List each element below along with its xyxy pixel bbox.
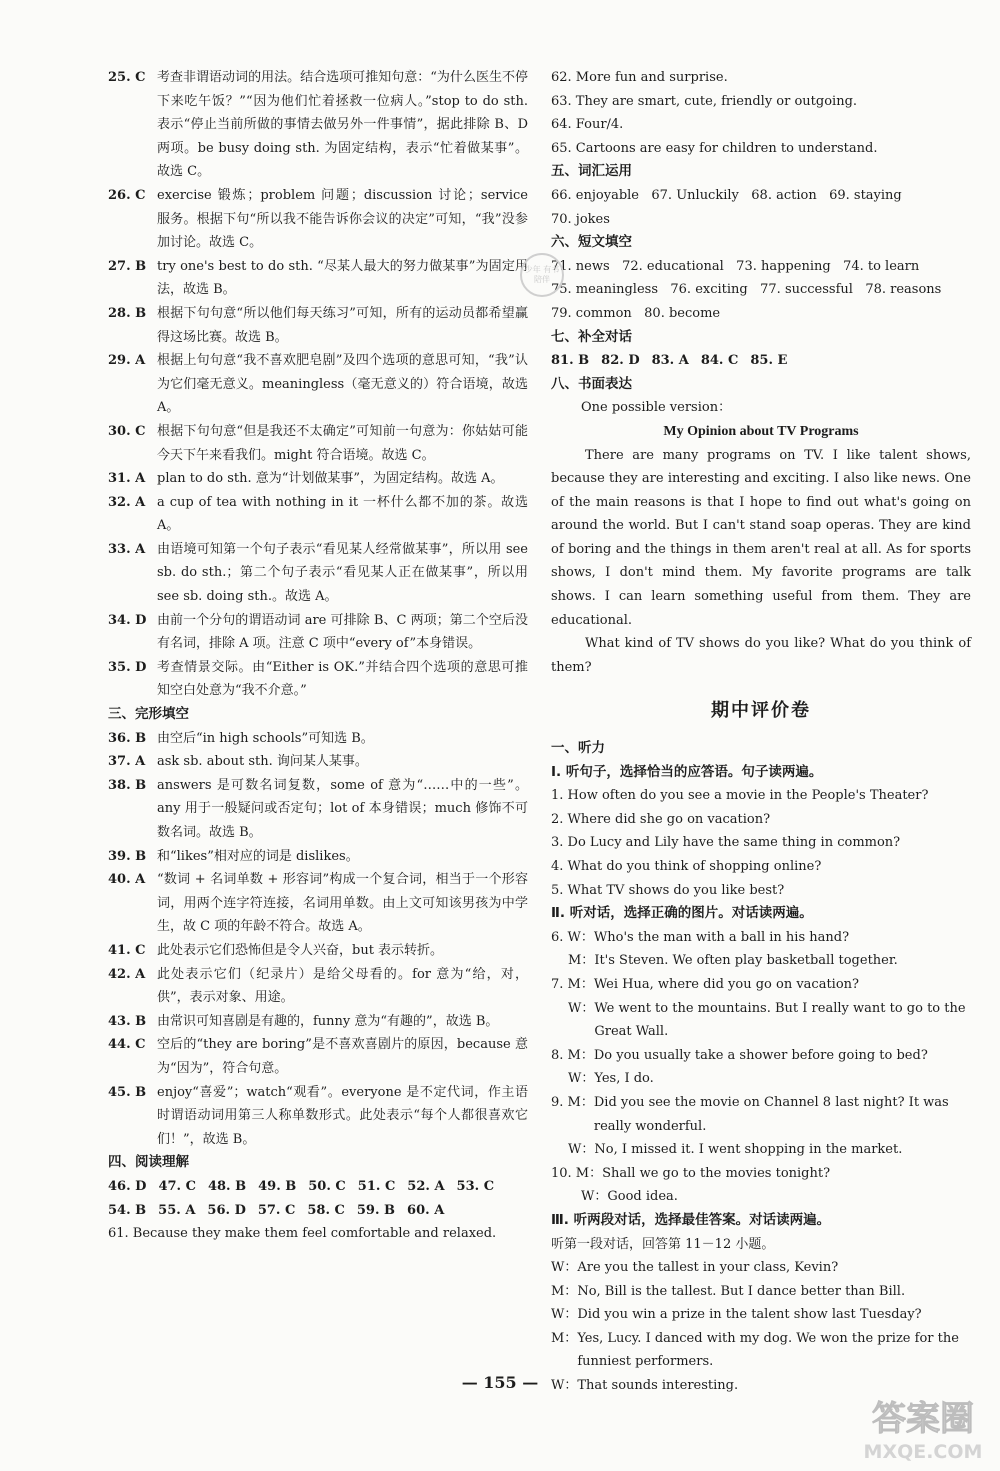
answer-number: 41. C xyxy=(108,942,146,958)
answer-explanation: enjoy“喜爱”；watch“观看”。everyone 是不定代词，作主语时谓语动词用第三人称单数形式。此处表示“每个人都很喜欢它们！”，故选 B。 xyxy=(157,1084,528,1147)
answer-26 xyxy=(108,184,528,255)
section-heading-vocabulary: 五、词汇运用 xyxy=(551,163,632,180)
answer-43 xyxy=(108,1010,528,1034)
answer-explanation: 由常识可知喜剧是有趣的，funny 意为“有趣的”，故选 B。 xyxy=(157,1013,499,1029)
mc-answer: 54. B xyxy=(108,1202,147,1218)
dialogue-line xyxy=(551,1091,971,1138)
listening-item: 5. What TV shows do you like best? xyxy=(551,882,785,898)
speaker: 9. M： xyxy=(551,1094,594,1110)
speaker: 10. M： xyxy=(551,1165,603,1181)
dialogue-line xyxy=(551,1185,971,1209)
answer-explanation: a cup of tea with nothing in it 一杯什么都不加的茶。故选 A。 xyxy=(157,494,528,534)
answer-38 xyxy=(108,774,528,845)
answer-32 xyxy=(108,491,528,538)
utterance: Yes, Lucy. I danced with my dog. We won the prize for the funniest performers. xyxy=(577,1330,959,1370)
mc-answer: 59. B xyxy=(356,1202,396,1218)
mc-answer: 50. C xyxy=(308,1178,346,1194)
utterance: Did you win a prize in the talent show last Tuesday? xyxy=(577,1307,922,1323)
section-heading-dialogue: 七、补全对话 xyxy=(551,328,632,345)
speaker: W： xyxy=(581,1189,608,1205)
section-heading-reading: 四、阅读理解 xyxy=(108,1154,189,1171)
mc-answer: 55. A xyxy=(158,1202,196,1218)
answer-explanation: 此处表示它们恐怖但是令人兴奋，but 表示转折。 xyxy=(157,942,444,958)
answer-30 xyxy=(108,420,528,467)
answer-explanation: “数词 + 名词单数 + 形容词”构成一个复合词，相当于一个形容词，用两个连字符连接，名词用单数。由上文可知该男孩为中学生，故 C 项的年龄不符合。故选 A。 xyxy=(157,872,528,935)
answer-explanation: 根据上句句意“我不喜欢肥皂剧”及四个选项的意思可知，“我”认为它们毫无意义。meaningless（毫无意义的）符合语境，故选 A。 xyxy=(157,353,528,416)
section-heading-cloze: 三、完形填空 xyxy=(108,706,189,723)
left-column xyxy=(108,66,528,1246)
svg-text:答案圈: 答案圈 xyxy=(872,1399,974,1439)
dialogue-answers-row xyxy=(551,349,971,373)
answer-explanation: 空后的“they are boring”是不喜欢喜剧片的原因，because 意为“因为”，符合句意。 xyxy=(157,1037,528,1076)
answer-number: 39. B xyxy=(108,848,147,864)
reading-answers-row-2 xyxy=(108,1199,528,1223)
dialogue-line xyxy=(551,1162,971,1186)
answer-40 xyxy=(108,868,528,939)
midterm-title: 期中评价卷 xyxy=(711,700,811,722)
watermark-logo xyxy=(858,1388,988,1466)
answer-33 xyxy=(108,538,528,609)
listening-part-3-heading: Ⅲ. 听两段对话，选择最佳答案。对话读两遍。 xyxy=(551,1211,831,1228)
mc-answer: 82. D xyxy=(601,353,640,369)
dialogue-line xyxy=(551,1044,971,1068)
section-heading-passage-fill: 六、短文填空 xyxy=(551,234,632,251)
essay-paragraph-2: What kind of TV shows do you like? What do you think of them? xyxy=(551,636,971,675)
answer-number: 29. A xyxy=(108,353,146,369)
answer-number: 40. A xyxy=(108,872,146,888)
mc-answer: 60. A xyxy=(407,1202,445,1218)
answer-explanation: 由前一个分句的谓语动词 are 可排除 B、C 两项；第二个空后没有名词，排除 A 项。注意 C 项中“every of”本身错误。 xyxy=(157,612,528,652)
answer-number: 35. D xyxy=(108,659,147,675)
speaker: W： xyxy=(551,1378,578,1394)
mc-answer: 57. C xyxy=(257,1202,296,1218)
utterance: That sounds interesting. xyxy=(577,1378,739,1394)
right-column xyxy=(551,66,971,1398)
section-heading-writing: 八、书面表达 xyxy=(551,375,632,392)
utterance: Who's the man with a ball in his hand? xyxy=(593,929,850,945)
sample-version-label: One possible version： xyxy=(581,400,732,416)
listening-part-2-heading: Ⅱ. 听对话，选择正确的图片。对话读两遍。 xyxy=(551,905,813,922)
mc-answer: 81. B xyxy=(551,353,590,369)
answer-number: 31. A xyxy=(108,471,146,487)
listening-item: 3. Do Lucy and Lily have the same thing in common? xyxy=(551,835,901,851)
answer-41 xyxy=(108,939,528,963)
mc-answer: 49. B xyxy=(258,1178,297,1194)
speaker: M： xyxy=(551,1330,578,1346)
answer-explanation: 根据下句句意“所以他们每天练习”可知，所有的运动员都希望赢得这场比赛。故选 B。 xyxy=(157,305,528,345)
mc-answer: 83. A xyxy=(651,353,689,369)
vocab-answers-line-1: 66. enjoyable 67. Unluckily 68. action 69. staying xyxy=(551,187,902,203)
speaker: W： xyxy=(568,1000,595,1016)
dialogue-line xyxy=(551,926,971,950)
answer-explanation: plan to do sth. 意为“计划做某事”，为固定结构。故选 A。 xyxy=(157,471,504,487)
answer-explanation: 此处表示它们（纪录片）是给父母看的。for 意为“给，对，供”，表示对象、用途。 xyxy=(157,966,528,1006)
listening-part-1-heading: Ⅰ. 听句子，选择恰当的应答语。句子读两遍。 xyxy=(551,763,823,780)
utterance: No, I missed it. I went shopping in the market. xyxy=(594,1142,903,1158)
reading-answers-row-1 xyxy=(108,1175,528,1199)
mc-answer: 46. D xyxy=(108,1178,147,1194)
answer-explanation: 和“likes”相对应的词是 dislikes。 xyxy=(157,848,359,864)
answer-27 xyxy=(108,255,528,302)
answer-44 xyxy=(108,1033,528,1080)
dialogue-line xyxy=(551,1303,971,1327)
utterance: Do you usually take a shower before going to bed? xyxy=(593,1047,928,1063)
answer-number: 33. A xyxy=(108,541,146,557)
speaker: W： xyxy=(568,1071,595,1087)
dialogue-line xyxy=(551,997,971,1044)
listening-item: 2. Where did she go on vacation? xyxy=(551,811,771,827)
mc-answer: 58. C xyxy=(307,1202,345,1218)
answer-explanation: answers 是可数名词复数，some of 意为“……中的一些”。any 用于一般疑问或否定句；lot of 本身错误；much 修饰不可数名词。故选 B。 xyxy=(157,777,528,840)
answer-63: 63. They are smart, cute, friendly or outgoing. xyxy=(551,93,858,109)
answer-number: 25. C xyxy=(108,70,146,85)
essay-paragraph-1: There are many programs on TV. I like talent shows, because they are interesting and exciting. I also like news. One of the main reasons is that I hope to find out what's going on around the world. But I can't stand soap operas. They are kind of boring and the things in them aren't real at all. As for sports shows, I don't mind them. My favorite programs are talk shows. I can learn something useful from them. They are educational. xyxy=(551,447,971,628)
answer-explanation: try one's best to do sth. “尽某人最大的努力做某事”为固定用法，故选 B。 xyxy=(157,258,528,298)
book-stamp: 少年 有书陪伴 xyxy=(520,253,564,297)
page-number: — 155 — xyxy=(461,1373,539,1392)
dialogue-line xyxy=(551,1256,971,1280)
utterance: It's Steven. We often play basketball together. xyxy=(594,953,898,969)
speaker: 7. M： xyxy=(551,976,594,992)
passage-answers-line-1: 71. news 72. educational 73. happening 74. to learn xyxy=(551,258,920,274)
speaker: 6. W： xyxy=(551,929,594,945)
mc-answer: 53. C xyxy=(456,1178,495,1194)
answer-number: 34. D xyxy=(108,612,147,628)
answer-explanation: 由语境可知第一个句子表示“看见某人经常做某事”，所以用 see sb. do sth.；第二个句子表示“看见某人正在做某事”，所以用 see sb. doing sth.。故选 A。 xyxy=(157,541,528,605)
speaker: M： xyxy=(568,953,595,969)
utterance: Are you the tallest in your class, Kevin? xyxy=(577,1260,839,1276)
answer-34 xyxy=(108,609,528,656)
answer-31 xyxy=(108,467,528,491)
utterance: Wei Hua, where did you go on vacation? xyxy=(593,976,860,992)
answer-explanation: 由空后“in high schools”可知选 B。 xyxy=(157,730,374,746)
dialogue-line xyxy=(551,1138,971,1162)
utterance: Shall we go to the movies tonight? xyxy=(602,1165,831,1181)
answer-29 xyxy=(108,349,528,420)
answer-36 xyxy=(108,727,528,751)
utterance: Did you see the movie on Channel 8 last night? It was really wonderful. xyxy=(593,1094,949,1134)
answer-45 xyxy=(108,1081,528,1152)
answer-number: 37. A xyxy=(108,754,146,770)
mc-answer: 84. C xyxy=(700,353,739,369)
answer-62: 62. More fun and surprise. xyxy=(551,70,728,85)
answer-number: 43. B xyxy=(108,1013,147,1029)
vocab-answers-line-2: 70. jokes xyxy=(551,211,610,227)
answer-number: 36. B xyxy=(108,730,147,746)
answer-explanation: 考查情景交际。由“Either is OK.”并结合四个选项的意思可推知空白处意为“我不介意。” xyxy=(157,659,528,699)
speaker: W： xyxy=(551,1260,578,1276)
utterance: No, Bill is the tallest. But I dance better than Bill. xyxy=(577,1283,906,1299)
answer-25 xyxy=(108,66,528,184)
utterance: Yes, I do. xyxy=(594,1071,654,1087)
utterance: We went to the mountains. But I really want to go to the Great Wall. xyxy=(594,1000,966,1040)
answer-number: 44. C xyxy=(108,1037,146,1053)
dialogue-line xyxy=(551,1067,971,1091)
answer-number: 38. B xyxy=(108,777,147,793)
answer-37 xyxy=(108,750,528,774)
listening-item: 4. What do you think of shopping online? xyxy=(551,859,822,874)
answer-number: 42. A xyxy=(108,966,146,982)
answer-explanation: 考查非谓语动词的用法。结合选项可推知句意：“为什么医生不停下来吃午饭？”“因为他们忙着拯救一位病人。”stop to do sth. 表示“停止当前所做的事情去做另外一件事情”，据此排除 B、D 两项。be busy doing sth. 为固定结构，表示“忙着做某事”。故选 C。 xyxy=(157,70,528,180)
speaker: W： xyxy=(568,1142,595,1158)
mc-answer: 51. C xyxy=(357,1178,396,1194)
mc-answer: 56. D xyxy=(207,1202,246,1218)
passage-answers-line-2: 75. meaningless 76. exciting 77. successful 78. reasons xyxy=(551,282,942,298)
answer-42 xyxy=(108,963,528,1010)
dialogue-line xyxy=(551,973,971,997)
answer-64: 64. Four/4. xyxy=(551,117,624,133)
answer-39 xyxy=(108,845,528,869)
dialogue-line xyxy=(551,1327,971,1374)
answer-number: 32. A xyxy=(108,494,146,510)
dialogue-line xyxy=(551,949,971,973)
listening-part-3-intro: 听第一段对话，回答第 11－12 小题。 xyxy=(551,1236,775,1252)
section-heading-listening: 一、听力 xyxy=(551,740,605,757)
mc-answer: 85. E xyxy=(750,353,788,369)
answer-65: 65. Cartoons are easy for children to understand. xyxy=(551,140,878,156)
answer-number: 28. B xyxy=(108,305,147,321)
answer-28 xyxy=(108,302,528,349)
utterance: Good idea. xyxy=(607,1189,678,1205)
answer-61: 61. Because they make them feel comfortable and relaxed. xyxy=(108,1226,497,1242)
essay-title: My Opinion about TV Programs xyxy=(663,423,859,439)
mc-answer: 48. B xyxy=(207,1178,247,1194)
svg-text:MXQE.COM: MXQE.COM xyxy=(863,1441,983,1463)
answer-explanation: 根据下句句意“但是我还不太确定”可知前一句意为：你姑姑可能今天下午来看我们。might 符合语境。故选 C。 xyxy=(157,423,528,463)
speaker: M： xyxy=(551,1283,578,1299)
dialogue-line xyxy=(551,1280,971,1304)
answer-number: 30. C xyxy=(108,423,146,439)
answer-number: 45. B xyxy=(108,1084,147,1100)
mc-answer: 52. A xyxy=(407,1178,445,1194)
speaker: W： xyxy=(551,1307,578,1323)
speaker: 8. M： xyxy=(551,1047,594,1063)
answer-explanation: ask sb. about sth. 询问某人某事。 xyxy=(157,754,368,770)
listening-item: 1. How often do you see a movie in the People's Theater? xyxy=(551,788,929,804)
answer-explanation: exercise 锻炼；problem 问题；discussion 讨论；service 服务。根据下句“所以我不能告诉你会议的决定”可知，“我”没参加讨论。故选 C。 xyxy=(157,187,528,251)
mc-answer: 47. C xyxy=(158,1178,196,1194)
answer-35 xyxy=(108,656,528,703)
passage-answers-line-3: 79. common 80. become xyxy=(551,305,721,321)
answer-number: 27. B xyxy=(108,258,147,274)
answer-number: 26. C xyxy=(108,187,146,203)
